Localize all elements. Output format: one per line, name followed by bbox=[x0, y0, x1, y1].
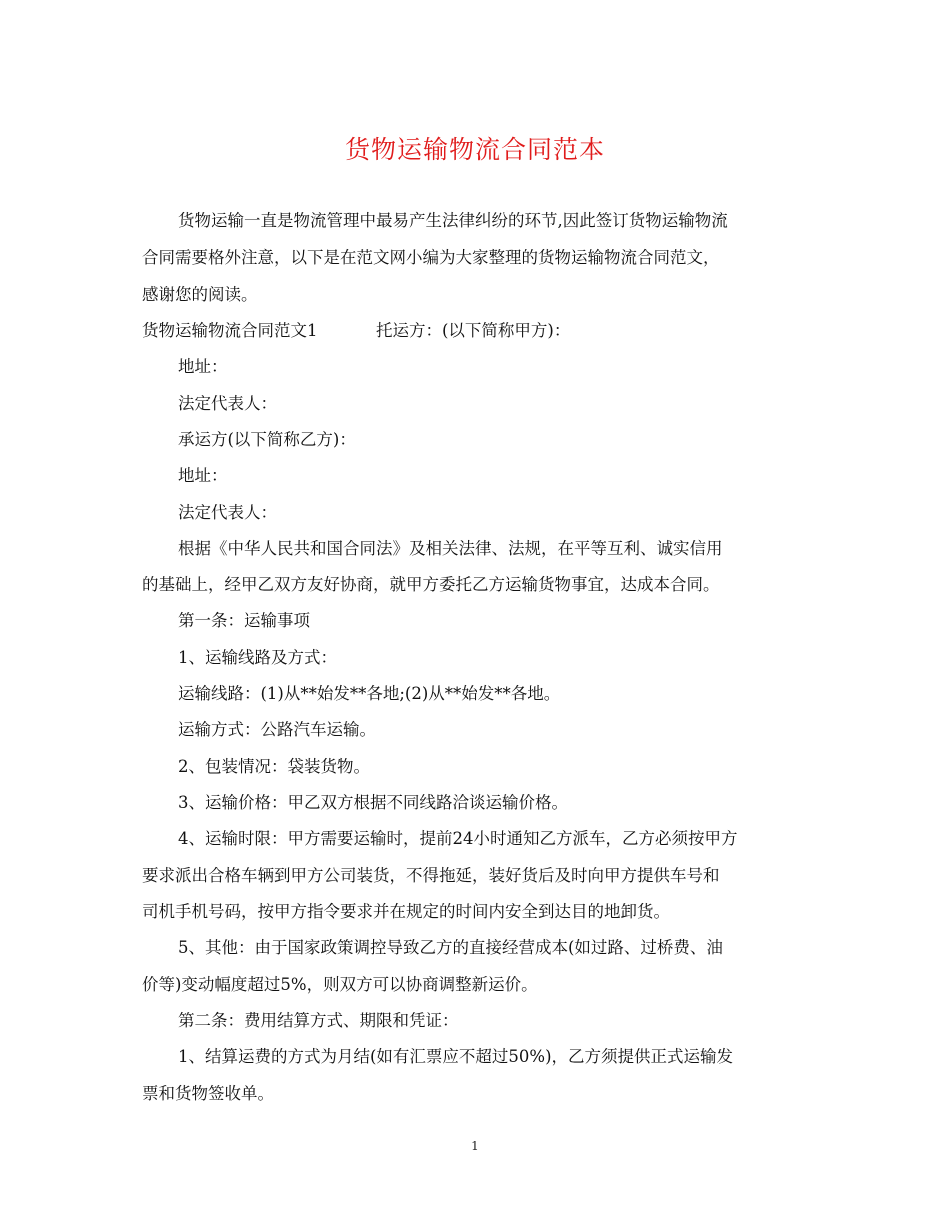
settlement-line-1: 1、结算运费的方式为月结(如有汇票应不超过50%)，乙方须提供正式运输发 bbox=[178, 1047, 734, 1066]
basis-line-1: 根据《中华人民共和国合同法》及相关法律、法规，在平等互利、诚实信用 bbox=[178, 539, 723, 558]
method-line: 运输方式：公路汽车运输。 bbox=[178, 720, 376, 739]
basis-line-2: 的基础上，经甲乙双方友好协商，就甲方委托乙方运输货物事宜，达成本合同。 bbox=[142, 575, 720, 594]
item-4-line-2: 要求派出合格车辆到甲方公司装货，不得拖延，装好货后及时向甲方提供车号和 bbox=[142, 866, 720, 885]
carrier-address: 地址： bbox=[178, 466, 228, 485]
route-line: 运输线路：(1)从**始发**各地;(2)从**始发**各地。 bbox=[178, 684, 561, 703]
page-number: 1 bbox=[471, 1139, 479, 1153]
intro-line-1: 货物运输一直是物流管理中最易产生法律纠纷的环节,因此签订货物运输物流 bbox=[178, 211, 728, 230]
shipper-representative: 法定代表人： bbox=[178, 394, 277, 413]
item-1: 1、运输线路及方式： bbox=[178, 648, 337, 667]
intro-line-3: 感谢您的阅读。 bbox=[142, 285, 258, 304]
shipper-line: 托运方：(以下简称甲方)： bbox=[376, 321, 571, 340]
item-4-line-1: 4、运输时限：甲方需要运输时，提前24小时通知乙方派车，乙方必须按甲方 bbox=[178, 829, 738, 848]
document-title: 货物运输物流合同范本 bbox=[344, 135, 605, 164]
item-5-line-2: 价等)变动幅度超过5%，则双方可以协商调整新运价。 bbox=[142, 975, 538, 994]
settlement-line-2: 票和货物签收单。 bbox=[142, 1084, 274, 1103]
shipper-address: 地址： bbox=[178, 357, 228, 376]
carrier-line: 承运方(以下简称乙方)： bbox=[178, 430, 356, 449]
sample-heading: 货物运输物流合同范文1 bbox=[142, 321, 318, 340]
intro-line-2: 合同需要格外注意，以下是在范文网小编为大家整理的货物运输物流合同范文， bbox=[142, 248, 720, 267]
item-3: 3、运输价格：甲乙双方根据不同线路洽谈运输价格。 bbox=[178, 793, 568, 812]
carrier-representative: 法定代表人： bbox=[178, 503, 277, 522]
article-2-heading: 第二条：费用结算方式、期限和凭证： bbox=[178, 1011, 459, 1030]
item-5-line-1: 5、其他：由于国家政策调控导致乙方的直接经营成本(如过路、过桥费、油 bbox=[178, 938, 723, 957]
item-2: 2、包装情况：袋装货物。 bbox=[178, 757, 370, 776]
article-1-heading: 第一条：运输事项 bbox=[178, 611, 310, 630]
item-4-line-3: 司机手机号码，按甲方指令要求并在规定的时间内安全到达目的地卸货。 bbox=[142, 902, 670, 921]
